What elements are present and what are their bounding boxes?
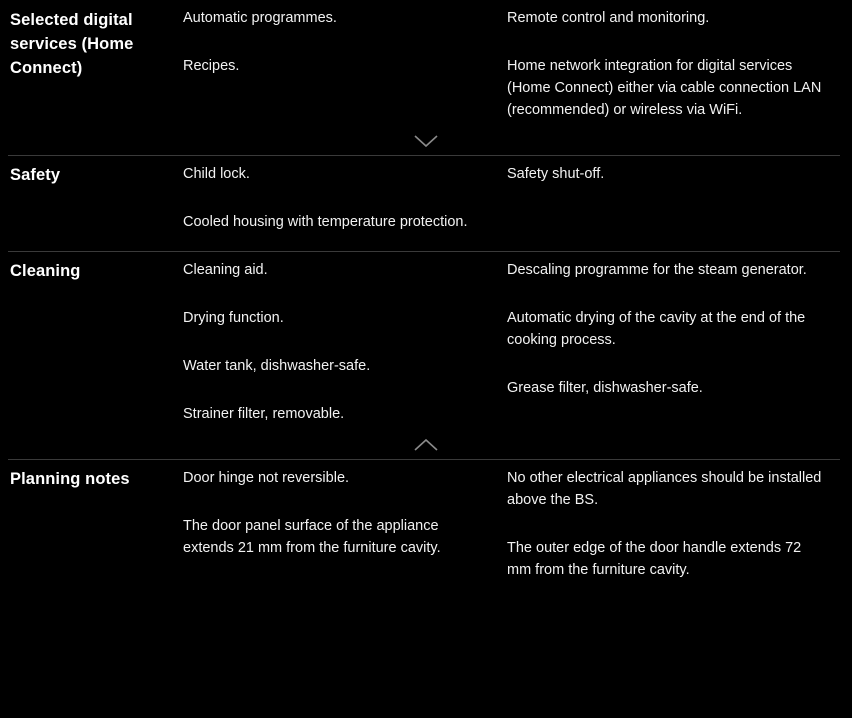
feature-item: Automatic programmes. [183,10,337,26]
row-column-right [507,259,842,425]
feature-item: Cooled housing with temperature protection. [183,214,468,230]
expand-collapse-control[interactable] [0,134,852,153]
feature-item: Recipes. [183,58,240,74]
feature-item: Strainer filter, removable. [183,406,345,422]
expand-collapse-control[interactable] [0,438,852,457]
row-body [0,252,852,459]
table-row [0,460,852,599]
row-body [0,460,852,599]
feature-item: Safety shut-off. [507,166,605,182]
feature-item: The door panel surface of the appliance extends 21 mm from the furniture cavity. [183,518,441,556]
feature-item: Drying function. [183,310,284,326]
feature-item: Water tank, dishwasher-safe. [183,358,371,374]
feature-item: The outer edge of the door handle extends 72 mm from the furniture cavity. [507,540,802,578]
row-label: Planning notes [10,470,130,488]
row-body [0,156,852,251]
feature-item: Cleaning aid. [183,262,268,278]
chevron-up-icon[interactable] [413,438,439,452]
table-row [0,0,852,155]
chevron-down-icon[interactable] [413,134,439,148]
feature-item: Remote control and monitoring. [507,10,710,26]
row-label: Safety [10,166,61,184]
row-label: Cleaning [10,262,81,280]
feature-item: Descaling programme for the steam generator. [507,262,807,278]
feature-item: Grease filter, dishwasher-safe. [507,380,703,396]
feature-item: No other electrical appliances should be installed above the BS. [507,470,822,508]
row-column-middle [183,467,507,581]
feature-item: Child lock. [183,166,250,182]
row-label: Selected digital services (Home Connect) [10,11,134,77]
feature-item: Home network integration for digital services (Home Connect) either via cable connection LAN (recommended) or wireless via WiFi. [507,58,822,118]
table-row [0,156,852,251]
row-column-right [507,163,842,233]
feature-item: Automatic drying of the cavity at the end of the cooking process. [507,310,806,348]
row-column-right [507,7,842,121]
row-column-right [507,467,842,581]
feature-item: Door hinge not reversible. [183,470,350,486]
row-column-middle [183,7,507,121]
row-column-middle [183,163,507,233]
table-row [0,252,852,459]
row-body [0,0,852,155]
row-column-middle [183,259,507,425]
